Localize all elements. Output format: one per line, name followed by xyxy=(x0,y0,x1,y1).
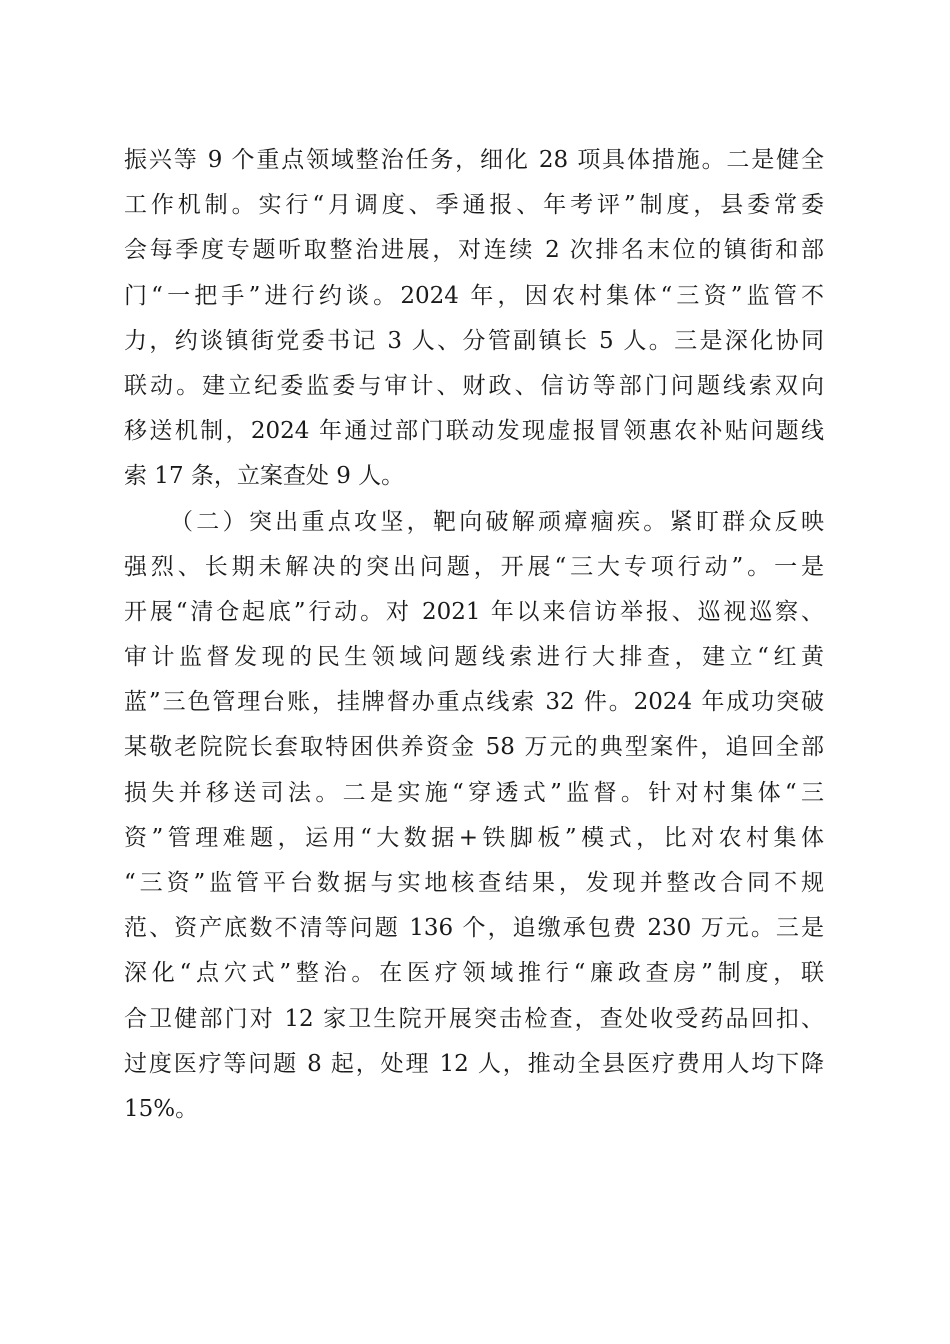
text-line: 资”管理难题，运用“大数据+铁脚板”模式，比对农村集体 xyxy=(124,824,824,851)
text-line: 强烈、长期未解决的突出问题，开展“三大专项行动”。一是 xyxy=(124,553,824,580)
text-line: 深化“点穴式”整治。在医疗领域推行“廉政查房”制度，联 xyxy=(124,960,824,987)
text-line: 联动。建立纪委监委与审计、财政、信访等部门问题线索双向 xyxy=(124,372,824,399)
text-line: 范、资产底数不清等问题 136 个，追缴承包费 230 万元。三是 xyxy=(124,915,824,942)
text-line: 某敬老院院长套取特困供养资金 58 万元的典型案件，追回全部 xyxy=(124,734,824,761)
section-heading-line: （二）突出重点攻坚，靶向破解顽瘴痼疾。紧盯群众反映 xyxy=(170,508,824,535)
text-line: 会每季度专题听取整治进展，对连续 2 次排名末位的镇街和部 xyxy=(124,237,824,264)
text-line: 工作机制。实行“月调度、季通报、年考评”制度，县委常委 xyxy=(124,192,824,219)
text-line: 损失并移送司法。二是实施“穿透式”监督。针对村集体“三 xyxy=(124,779,824,806)
paragraph-2 xyxy=(124,500,824,1133)
text-line: 审计监督发现的民生领域问题线索进行大排查，建立“红黄 xyxy=(124,644,824,671)
text-line: 合卫健部门对 12 家卫生院开展突击检查，查处收受药品回扣、 xyxy=(124,1005,824,1032)
text-line: 蓝”三色管理台账，挂牌督办重点线索 32 件。2024 年成功突破 xyxy=(124,689,824,716)
text-line: 门“一把手”进行约谈。2024 年，因农村集体“三资”监管不 xyxy=(124,282,824,309)
text-line: 移送机制，2024 年通过部门联动发现虚报冒领惠农补贴问题线 xyxy=(124,418,824,445)
text-line: 力，约谈镇街党委书记 3 人、分管副镇长 5 人。三是深化协同 xyxy=(124,327,824,354)
text-line: 振兴等 9 个重点领域整治任务，细化 28 项具体措施。二是健全 xyxy=(124,147,824,173)
body-text xyxy=(124,138,824,1132)
text-line: “三资”监管平台数据与实地核查结果，发现并整改合同不规 xyxy=(124,870,824,896)
text-line: 开展“清仓起底”行动。对 2021 年以来信访举报、巡视巡察、 xyxy=(124,598,824,625)
text-line: 过度医疗等问题 8 起，处理 12 人，推动全县医疗费用人均下降 xyxy=(124,1050,824,1077)
paragraph-1 xyxy=(124,138,824,500)
text-line: 索 17 条，立案查处 9 人。 xyxy=(124,463,405,490)
text-line: 15%。 xyxy=(124,1095,199,1122)
